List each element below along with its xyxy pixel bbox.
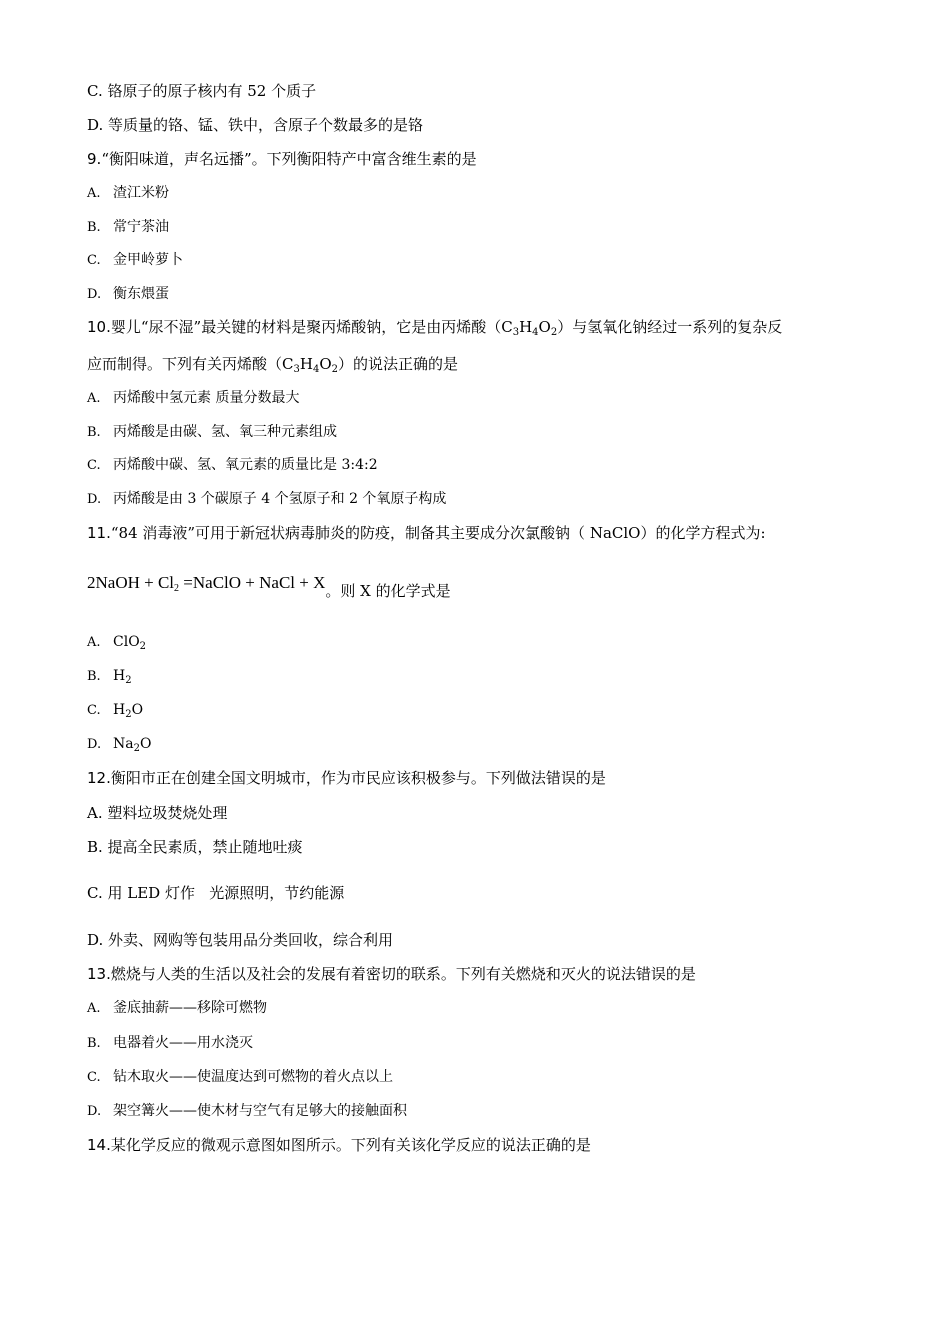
q13-option-b: B. 电器着火——用水浇灭 [87, 1035, 253, 1051]
q10-option-a: A. 丙烯酸中氢元素 质量分数最大 [87, 390, 300, 406]
q11-option-b: B. $H_2$ [87, 668, 132, 686]
q11-option-a: A. ClO$_2$ [87, 634, 147, 652]
q14-stem: 14.某化学反应的微观示意图如图所示。下列有关该化学反应的说法正确的是 [87, 1136, 591, 1154]
q12-number: 12. [87, 769, 111, 787]
q12-option-d: D. 外卖、网购等包装用品分类回收，综合利用 [87, 931, 394, 949]
q13-option-d: D. 架空篝火——使木材与空气有足够大的接触面积 [87, 1103, 407, 1119]
q9-stem [87, 149, 477, 169]
chemical-equation: 2NaOH + $Cl_2$ =NaClO + NaCl + X [87, 573, 326, 594]
q12-stem: 12.衡阳市正在创建全国文明城市，作为市民应该积极参与。下列做法错误的是 [87, 769, 606, 787]
q13-stem: 13.燃烧与人类的生活以及社会的发展有着密切的联系。下列有关燃烧和灭火的说法错误的是 [87, 965, 696, 983]
q10-option-d: D. 丙烯酸是由 3 个碳原子 4 个氢原子和 2 个氧原子构成 [87, 491, 447, 507]
q11-number: 11. [87, 524, 111, 542]
q13-option-c: C. 钻木取火——使温度达到可燃物的着火点以上 [87, 1069, 393, 1085]
q10-number: 10. [87, 318, 111, 336]
q14-number: 14. [87, 1136, 111, 1154]
q13-number: 13. [87, 965, 111, 983]
q10-option-c: C. 丙烯酸中碳、氢、氧元素的质量比是 3:4:2 [87, 457, 378, 473]
q9-option-c: C. 金甲岭萝卜 [87, 252, 183, 268]
q10-option-b: B. 丙烯酸是由碳、氢、氧三种元素组成 [87, 424, 337, 440]
q8-option-c: C. 铬原子的原子核内有 52 个质子 [87, 82, 317, 100]
q12-option-b: B. 提高全民素质，禁止随地吐痰 [87, 838, 303, 856]
q11-option-c: C. $H_2O$ [87, 702, 144, 720]
q11-equation-line: 2NaOH + $Cl_2$ =NaClO + NaCl + X。则 X 的化学式是 [87, 573, 451, 600]
q11-option-d: D. $Na_2O$ [87, 736, 152, 754]
q9-option-d: D. 衡东煨蛋 [87, 286, 169, 302]
q12-option-a: A. 塑料垃圾焚烧处理 [87, 804, 228, 822]
q11-stem: 11.“84 消毒液”可用于新冠状病毒肺炎的防疫，制备其主要成分次氯酸钠（ NaClO）的化学方程式为: [87, 524, 766, 542]
q8-option-d: D. 等质量的铬、锰、铁中，含原子个数最多的是铬 [87, 116, 424, 134]
q10-stem-line-2: 应而制得。下列有关丙烯酸$(C_3H_4O_2)$的说法正确的是 [87, 355, 459, 375]
q10-stem-line-1: 10.婴儿“尿不湿”最关键的材料是聚丙烯酸钠，它是由丙烯酸$(C_3H_4O_2)$与氢氧化钠经过一系列的复杂反 [87, 318, 783, 338]
q9-option-b: B. 常宁茶油 [87, 219, 169, 235]
q9-option-a: A. 渣江米粉 [87, 185, 169, 201]
q9-stem-text: “衡阳味道，声名远播”。下列衡阳特产中富含维生素的是 [101, 150, 477, 168]
q9-number: 9. [87, 150, 102, 168]
q12-option-c: C. 用 LED 灯作 光源照明，节约能源 [87, 884, 345, 902]
q13-option-a: A. 釜底抽薪——移除可燃物 [87, 1000, 267, 1016]
